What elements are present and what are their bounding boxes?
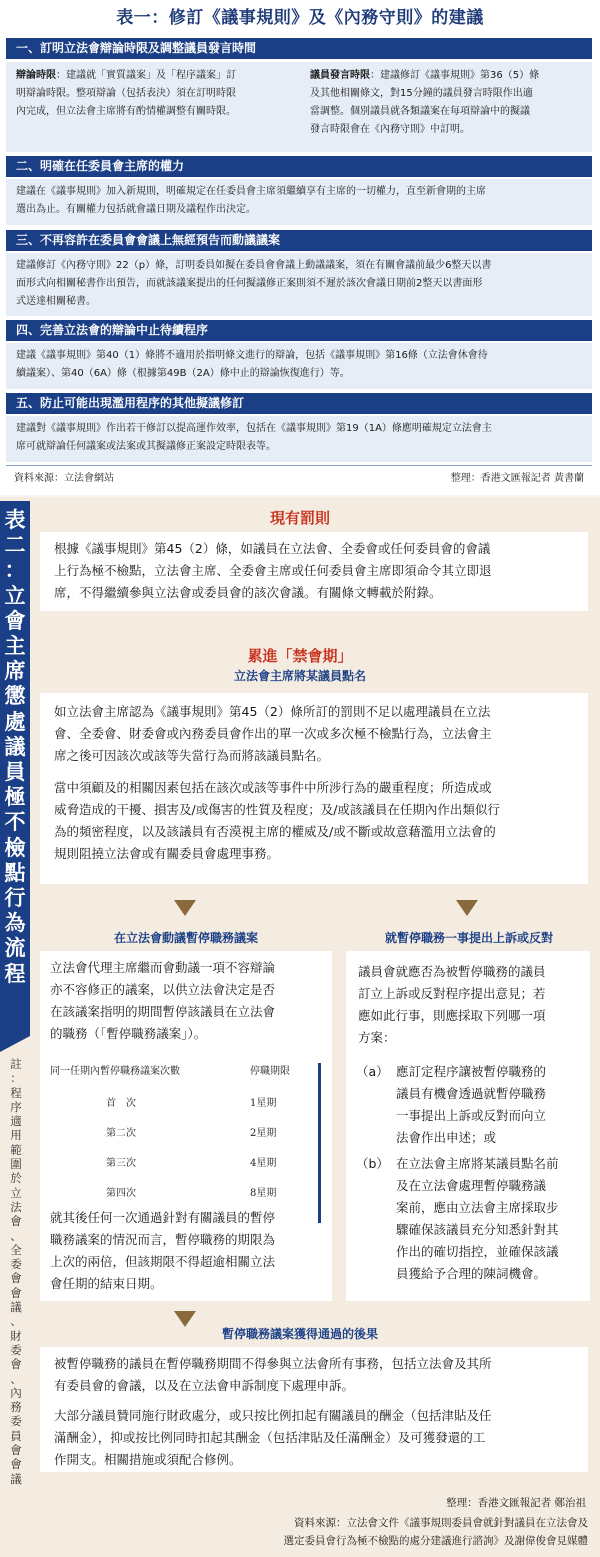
table2-source-line2: 選定委員會行為極不檢點的處分建議進行諮詢》及謝偉俊會見媒體 [283, 1535, 588, 1547]
naming-box [40, 693, 588, 884]
side-title-char: 檢 [4, 834, 26, 860]
note-char: 全 [10, 1242, 22, 1257]
debate-limit-label: 辯論時限 [16, 70, 56, 81]
section5-line1: 建議對《議事規則》作出若干修訂以提高運作效率，包括在《議事規則》第19（1A）條應明確規定立法會主 [16, 423, 492, 434]
option-b-marker: （b） [356, 1156, 389, 1171]
consequence-p2-line2: 滿酬金），抑或按比例同時扣起其酬金（包括津貼及任滿酬金）及可獲發還的工 [54, 1430, 486, 1445]
suspension-p1-line3: 在該議案指明的期間暫停該議員在立法會 [50, 1004, 276, 1019]
note-char: 委 [10, 1414, 22, 1429]
note-char: 內 [10, 1385, 22, 1400]
table1-proposals [0, 0, 600, 495]
side-title-char: 行 [4, 885, 26, 911]
appeal-box [346, 951, 590, 1301]
table-row-period: 4星期 [250, 1158, 277, 1169]
appeal-p1-line3: 應如此行事，則應採取下列哪一項 [358, 1008, 546, 1023]
side-title-char: 程 [4, 960, 26, 986]
note-char: 委 [10, 1257, 22, 1272]
arrow-down-icon [456, 900, 478, 916]
table2-side-banner [0, 501, 30, 1036]
option-b-line2: 及在立法會處理暫停職務議 [396, 1178, 547, 1193]
option-b-line4: 驟確保該議員充分知悉針對其 [396, 1222, 559, 1237]
progressive-ban-heading: 累進「禁會期」 [247, 647, 353, 665]
note-char: 立 [10, 1185, 22, 1200]
section2-heading: 二、明確在任委員會主席的權力 [6, 156, 592, 177]
option-a-text [396, 1061, 580, 1149]
suspension-motion-box [40, 951, 332, 1301]
note-char: 財 [10, 1328, 22, 1343]
section3-body [6, 253, 592, 316]
note-char: 圍 [10, 1157, 22, 1172]
suspension-p2-line4: 會任期的結束日期。 [50, 1276, 163, 1291]
note-char: 法 [10, 1199, 22, 1214]
side-title-char: 立 [4, 582, 26, 608]
suspension-p2-line1: 就其後任何一次通過針對有關議員的暫停 [50, 1210, 276, 1225]
appeal-p1-line4: 方案： [358, 1030, 396, 1045]
section1-right-column [310, 67, 590, 139]
current-penalty-box [40, 532, 588, 611]
option-b-line6: 員獲給予合理的陳詞機會。 [396, 1266, 547, 1281]
section1-left-column [16, 67, 296, 121]
note-char: 序 [10, 1099, 22, 1114]
speaking-limit-line3: 當調整。個別議員就各類議案在每項辯論中的擬議 [310, 106, 530, 117]
suspension-p1-line1: 立法會代理主席繼而會動議一項不容辯論 [50, 960, 276, 975]
suspension-p1-line2: 亦不容修正的議案，以供立法會決定是否 [50, 982, 276, 997]
table-header-period: 停職期限 [250, 1066, 290, 1077]
option-b-line1: 在立法會主席將某議員點名前 [396, 1156, 559, 1171]
note-char: 適 [10, 1114, 22, 1129]
section4-line1: 建議《議事規則》第40（1）條將不適用於指明條文進行的辯論，包括《議事規則》第16條（立法會休會待 [16, 350, 488, 361]
naming-p1-line2: 會、全委會、財委會或內務委員會作出的單一次或多次極不檢點行為，立法會主 [54, 726, 492, 741]
debate-limit-line2: 明辯論時限。整項辯論（包括表決）須在訂明時限 [16, 88, 236, 99]
current-penalty-heading: 現有罰則 [269, 509, 330, 527]
table-row-count: 首 次 [106, 1098, 136, 1109]
note-char: 用 [10, 1128, 22, 1143]
note-char: 務 [10, 1400, 22, 1415]
note-char: 、 [10, 1228, 22, 1243]
side-title-char: 點 [4, 859, 26, 885]
note-char: 程 [10, 1085, 22, 1100]
speaking-limit-label: 議員發言時限 [310, 70, 370, 81]
consequence-heading: 暫停職務議案獲得通過的後果 [221, 1327, 378, 1341]
section4-body [6, 343, 592, 389]
consequence-p1-line1: 被暫停職務的議員在暫停職務期間不得參與立法會所有事務，包括立法會及其所 [54, 1356, 492, 1371]
side-title-char: 主 [4, 633, 26, 659]
speaking-limit-line2: 及其他相關條文，對15分鐘的議員發言時限作出適 [310, 88, 533, 99]
table-row-count: 第四次 [106, 1188, 136, 1199]
section4-heading: 四、完善立法會的辯論中止待續程序 [6, 320, 592, 341]
naming-p2-line4: 規則阻撓立法會或有關委員會處理事務。 [54, 846, 280, 861]
table1-source-row [6, 466, 592, 486]
option-b-line3: 案前，應由立法會主席採取步 [396, 1200, 559, 1215]
section5-body [6, 416, 592, 462]
naming-p2-line2: 威脅造成的干擾、損害及/或傷害的性質及程度；及/或該議員在任期內作出類似行 [54, 802, 500, 817]
note-char: 會 [10, 1285, 22, 1300]
note-char: 、 [10, 1371, 22, 1386]
option-a-line4: 法會作出申述；或 [396, 1130, 497, 1145]
side-title-char: 議 [4, 733, 26, 759]
table2-note [6, 1057, 26, 1486]
table2-credit: 整理：香港文匯報記者 鄭治祖 [446, 1497, 586, 1509]
note-char: 議 [10, 1300, 22, 1315]
note-char: 註 [10, 1057, 22, 1071]
suspension-motion-heading: 在立法會動議暫停職務議案 [113, 931, 258, 945]
current-penalty-line2: 上行為極不檢點，立法會主席、全委會主席或任何委員會主席即須命令其立即退 [54, 563, 492, 578]
note-char: ： [10, 1071, 22, 1086]
current-penalty-line1: 根據《議事規則》第45（2）條，如議員在立法會、全委會或任何委員會的會議 [54, 541, 491, 556]
note-char: 範 [10, 1142, 22, 1157]
suspension-p2-line3: 上次的兩倍，但該期限不得超逾相關立法 [50, 1254, 276, 1269]
section2-body [6, 179, 592, 225]
table2-source-line1: 資料來源：立法會文件《議事規則委員會就針對議員在立法會及 [294, 1517, 588, 1529]
option-b-text [396, 1153, 586, 1285]
side-title-char: 會 [4, 607, 26, 633]
side-title-char: ： [4, 557, 26, 583]
arrow-down-icon [174, 900, 196, 916]
side-title-char: 為 [4, 910, 26, 936]
side-title-char: 席 [4, 658, 26, 684]
note-char: 會 [10, 1357, 22, 1372]
table-header-count: 同一任期內暫停職務議案次數 [50, 1066, 180, 1077]
suspension-p2 [50, 1207, 326, 1295]
section2-line1: 建議在《議事規則》加入新規則，明確規定在任委員會主席須繼續享有主席的一切權力，直至新會期的主席 [16, 186, 486, 197]
debate-limit-line3: 內完成，但立法會主席將有酌情權調整有關時限。 [16, 106, 236, 117]
consequence-box [40, 1347, 588, 1472]
appeal-p1-line1: 議員會就應否為被暫停職務的議員 [358, 964, 546, 979]
section2-line2: 選出為止。有關權力包括就會議日期及議程作出決定。 [16, 204, 256, 215]
section5-heading: 五、防止可能出現濫用程序的其他擬議修訂 [6, 393, 592, 414]
side-title-char: 處 [4, 708, 26, 734]
section1-heading: 一、訂明立法會辯論時限及調整議員發言時間 [6, 38, 592, 59]
note-char: 會 [10, 1271, 22, 1286]
section3-line1: 建議修訂《內務守則》22（p）條，訂明委員如擬在委員會會議上動議議案，須在有關會議前最少6整天以書 [16, 260, 492, 271]
naming-subheading: 立法會主席將某議員點名 [233, 669, 366, 683]
suspension-p2-line2: 職務議案的情況而言，暫停職務的期限為 [50, 1232, 276, 1247]
consequence-p1-line2: 有委員會的會議，以及在立法會申訴制度下處理申訴。 [54, 1378, 355, 1393]
naming-p2-line1: 當中須顧及的相關因素包括在該次或該等事件中所涉行為的嚴重程度；所造成或 [54, 780, 492, 795]
section1-body [6, 62, 592, 152]
option-a-line1: 應訂定程序讓被暫停職務的 [396, 1064, 547, 1079]
current-penalty-line3: 席，不得繼續參與立法會或委員會的該次會議。有關條文轉載於附錄。 [54, 585, 442, 600]
table-row-period: 1星期 [250, 1098, 277, 1109]
option-a-marker: （a） [356, 1064, 389, 1079]
note-char: 委 [10, 1342, 22, 1357]
table-row-count: 第二次 [106, 1128, 136, 1139]
section4-line2: 續議案）、第40（6A）條（根據第49B（2A）條中止的辯論恢復進行）等。 [16, 368, 350, 379]
section5-line2: 席可就辯論任何議案或法案或其擬議修正案設定時限表等。 [16, 441, 276, 452]
side-banner-tail [0, 1036, 30, 1052]
table-row-count: 第三次 [106, 1158, 136, 1169]
appeal-p1-line2: 訂立上訴或反對程序提出意見；若 [358, 986, 546, 1001]
consequence-p2-line1: 大部分議員贊同施行財政處分，或只按比例扣起有關議員的酬金（包括津貼及任 [54, 1408, 492, 1423]
side-title-char: 員 [4, 759, 26, 785]
table1-title: 表一：修訂《議事規則》及《內務守則》的建議 [116, 8, 484, 28]
side-title-char: 極 [4, 784, 26, 810]
note-char: 議 [10, 1471, 22, 1486]
speaking-limit-line4: 發言時限會在《內務守則》中訂明。 [310, 124, 470, 135]
side-title-char: 不 [4, 809, 26, 835]
section3-line3: 式送達相關秘書。 [16, 296, 96, 307]
naming-p1-line3: 席之後可因該次或該等失當行為而將該議員點名。 [54, 748, 330, 763]
suspension-period-table [50, 1061, 322, 1199]
note-char: 員 [10, 1428, 22, 1443]
table2-side-title [2, 507, 28, 986]
section3-heading: 三、不再容許在委員會會議上無經預告而動議議案 [6, 230, 592, 251]
suspension-table-accent [318, 1063, 321, 1223]
note-char: 於 [10, 1171, 22, 1186]
speaking-limit-line1: ：建議修訂《議事規則》第36（5）條 [370, 70, 540, 81]
note-char: 會 [10, 1443, 22, 1458]
suspension-p1-line4: 的職務（「暫停職務議案」）。 [50, 1026, 207, 1041]
debate-limit-line1: ：建議就「實質議案」及「程序議案」訂 [56, 70, 236, 81]
side-title-char: 二 [4, 532, 26, 558]
note-char: 、 [10, 1314, 22, 1329]
side-title-char: 流 [4, 935, 26, 961]
note-char: 會 [10, 1214, 22, 1229]
side-title-char: 表 [4, 507, 26, 532]
table1-credit: 整理：香港文匯報記者 黃書蘭 [450, 473, 584, 484]
side-title-char: 懲 [4, 683, 26, 709]
option-a-line3: 一事提出上訴或反對而向立 [396, 1108, 547, 1123]
appeal-heading: 就暫停職務一事提出上訴或反對 [384, 931, 553, 945]
table2-flowchart [0, 497, 600, 1557]
table1-source: 資料來源：立法會網站 [14, 473, 114, 484]
section3-line2: 面形式向相關秘書作出預告，而就該議案提出的任何擬議修正案則須不遲於該次會議日期前2整天以書面形 [16, 278, 483, 289]
table-row-period: 2星期 [250, 1128, 277, 1139]
naming-p2-line3: 為的頻密程度，以及該議員有否漠視主席的權威及/或不斷或故意藉濫用立法會的 [54, 824, 496, 839]
option-b-line5: 作出的確切指控，並確保該議 [396, 1244, 559, 1259]
table-row-period: 8星期 [250, 1188, 277, 1199]
note-char: 會 [10, 1457, 22, 1472]
option-a-line2: 議員有機會透過就暫停職務 [396, 1086, 547, 1101]
naming-p1-line1: 如立法會主席認為《議事規則》第45（2）條所訂的罰則不足以處理議員在立法 [54, 704, 491, 719]
consequence-p2-line3: 作開支。相關措施或須配合修例。 [54, 1452, 242, 1467]
